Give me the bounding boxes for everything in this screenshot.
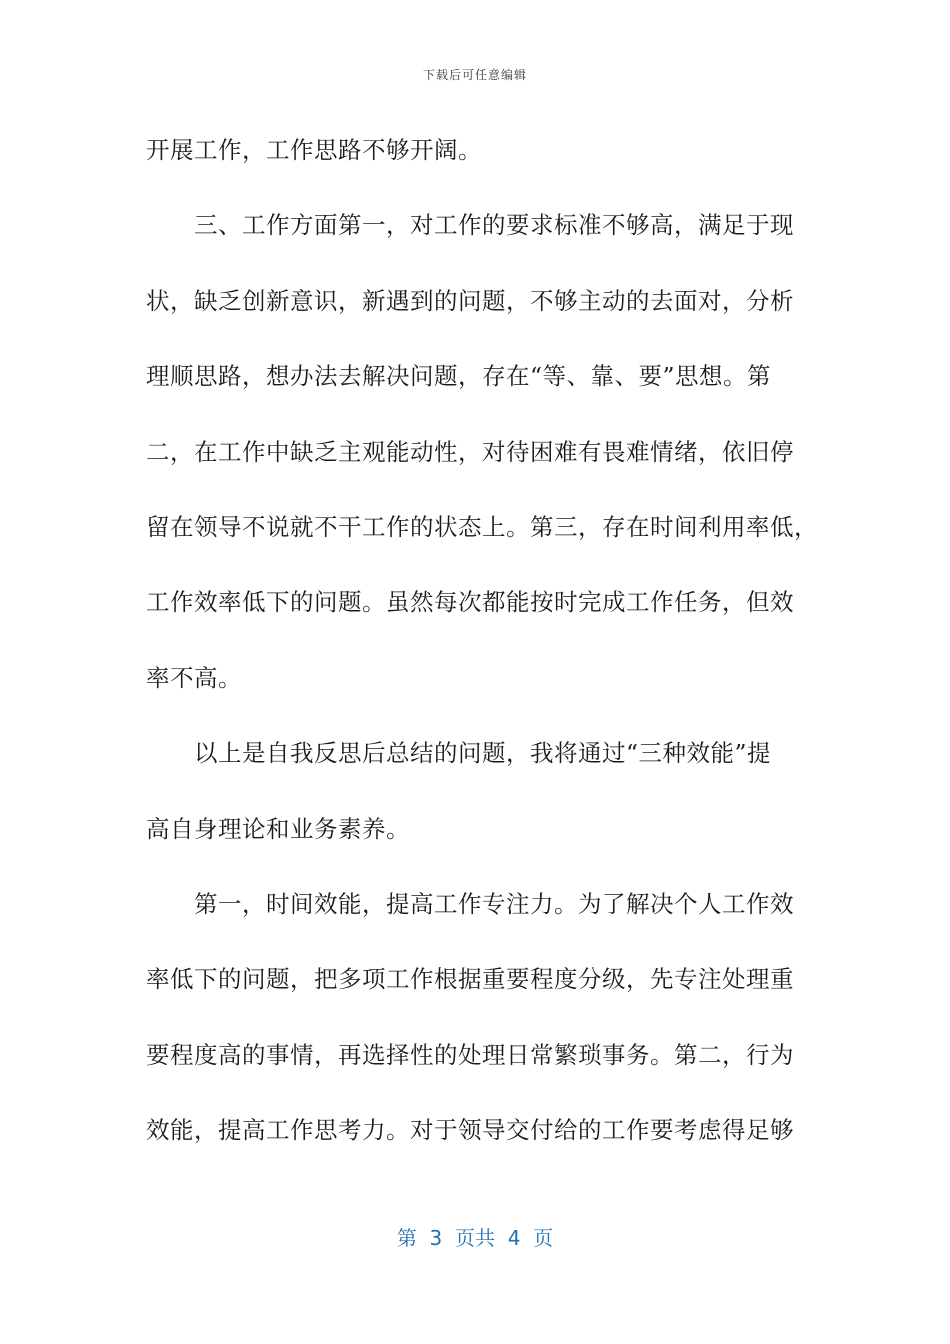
text-line: 三、工作方面第一，对工作的要求标准不够高，满足于现 — [194, 211, 794, 240]
text-line: 率不高。 — [146, 663, 242, 692]
text-line: 要程度高的事情，再选择性的处理日常繁琐事务。第二，行为 — [146, 1040, 794, 1069]
text-line: 效能，提高工作思考力。对于领导交付给的工作要考虑得足够 — [146, 1116, 794, 1145]
document-body — [146, 113, 818, 1168]
text-line: 第一，时间效能，提高工作专注力。为了解决个人工作效 — [194, 889, 794, 918]
page-number: 第 3 页共 4 页 — [396, 1226, 554, 1250]
text-line: 二，在工作中缺乏主观能动性，对待困难有畏难情绪，依旧停 — [146, 437, 794, 466]
text-line: 率低下的问题，把多项工作根据重要程度分级，先专注处理重 — [146, 965, 794, 994]
page-footer — [0, 1222, 950, 1251]
text-line: 高自身理论和业务素养。 — [146, 814, 410, 843]
text-line: 状，缺乏创新意识，新遇到的问题，不够主动的去面对，分析 — [146, 286, 794, 315]
text-line: 理顺思路，想办法去解决问题，存在“等、靠、要”思想。第 — [146, 362, 772, 391]
page-header: 下载后可任意编辑 — [422, 68, 527, 82]
text-line: 留在领导不说就不干工作的状态上。第三，存在时间利用率低， — [146, 512, 818, 541]
text-line: 开展工作，工作思路不够开阔。 — [146, 136, 482, 164]
text-line: 工作效率低下的问题。虽然每次都能按时完成工作任务，但效 — [146, 588, 794, 617]
text-line: 以上是自我反思后总结的问题，我将通过“三种效能”提 — [194, 739, 772, 768]
